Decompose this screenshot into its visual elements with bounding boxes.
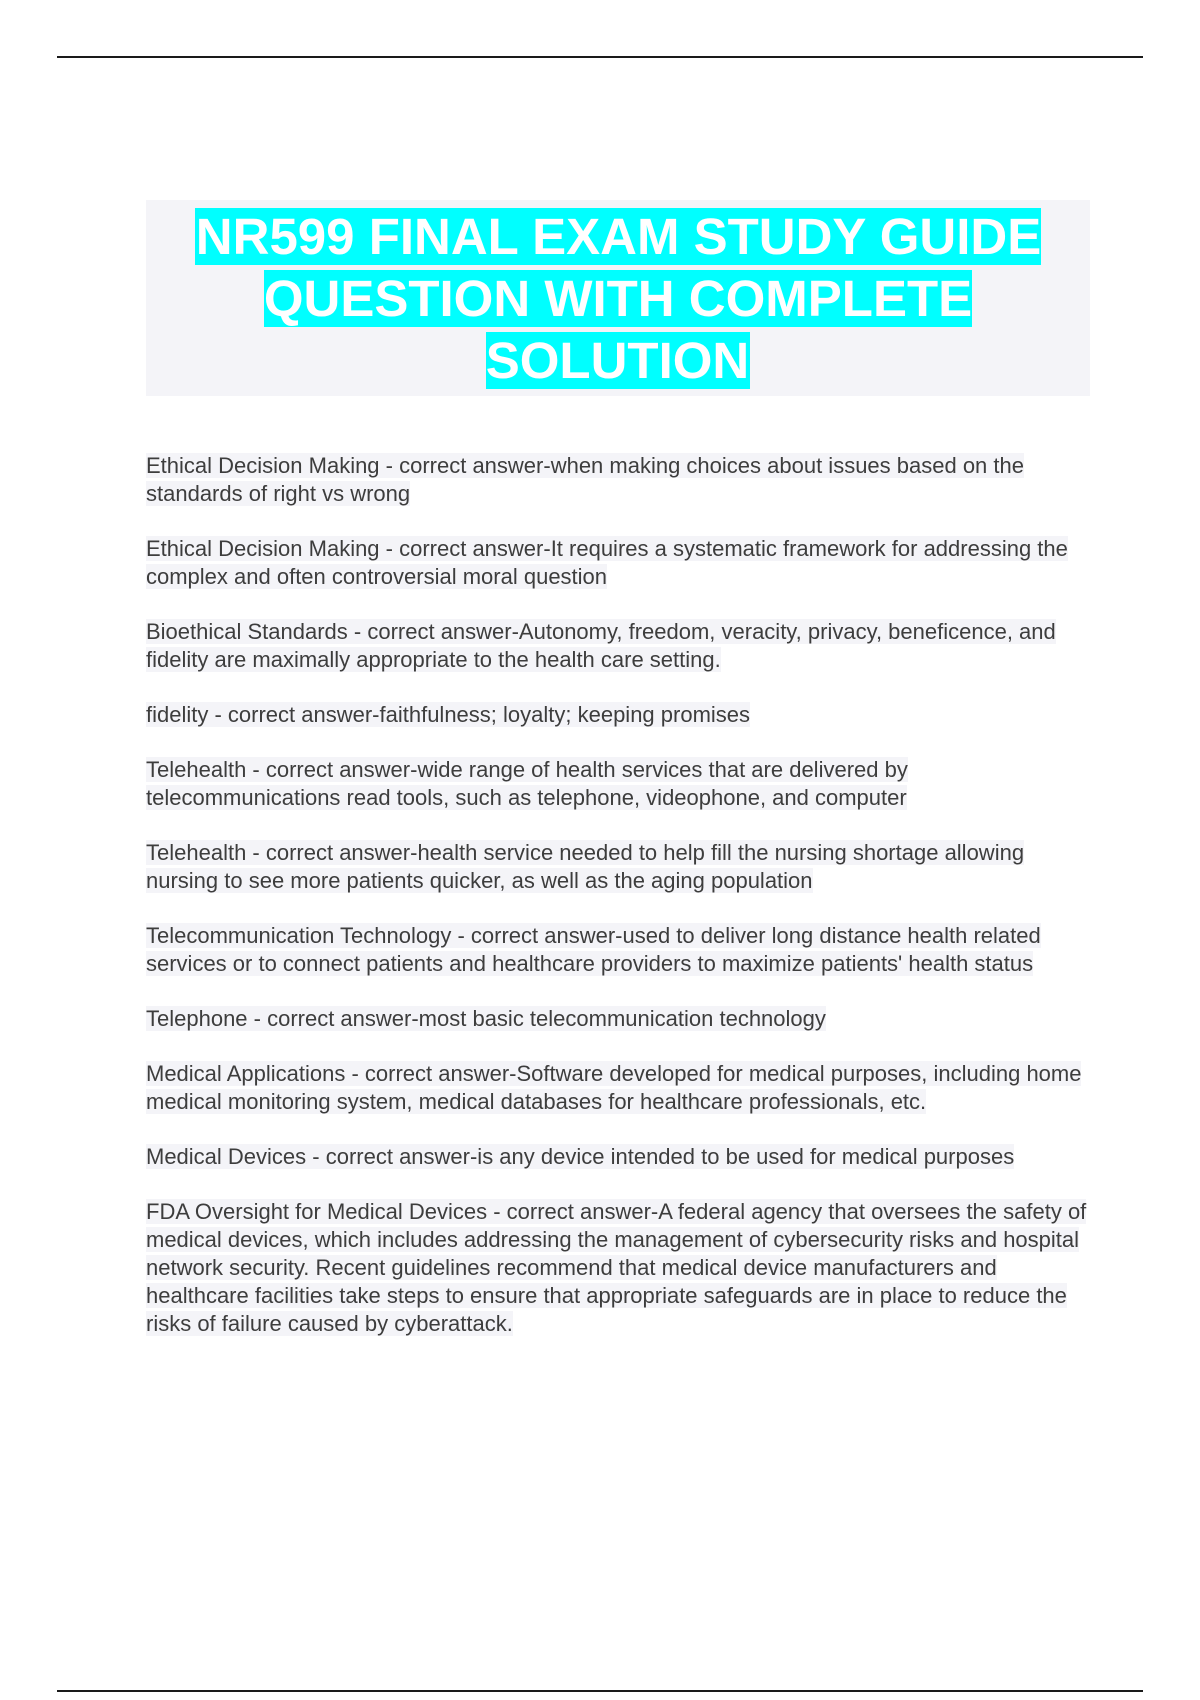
entry-item: fidelity - correct answer-faithfulness; loyalty; keeping promises xyxy=(146,702,751,727)
title-block xyxy=(146,200,1090,396)
top-rule xyxy=(57,56,1143,58)
entry-item: Telehealth - correct answer-health service needed to help fill the nursing shortage allowing nursing to see more patients quicker, as well as the aging population xyxy=(146,840,1025,893)
document-title-text: NR599 FINAL EXAM STUDY GUIDE QUESTION WITH COMPLETE SOLUTION xyxy=(195,208,1042,389)
entry-item: Telephone - correct answer-most basic telecommunication technology xyxy=(146,1006,826,1031)
entry-item: Telecommunication Technology - correct answer-used to deliver long distance health related services or to connect patients and healthcare providers to maximize patients' health status xyxy=(146,923,1041,976)
document-title xyxy=(146,200,1090,392)
bottom-rule xyxy=(57,1690,1143,1692)
entry-item: Medical Applications - correct answer-Software developed for medical purposes, including home medical monitoring system, medical databases for healthcare professionals, etc. xyxy=(146,1061,1082,1114)
entry-item: Telehealth - correct answer-wide range of health services that are delivered by telecommunications read tools, such as telephone, videophone, and computer xyxy=(146,757,908,810)
entry-item: Bioethical Standards - correct answer-Autonomy, freedom, veracity, privacy, beneficence, and fidelity are maximally appropriate to the health care setting. xyxy=(146,619,1056,672)
entry-item: Medical Devices - correct answer-is any device intended to be used for medical purposes xyxy=(146,1144,1015,1169)
entry-item: Ethical Decision Making - correct answer-It requires a systematic framework for addressing the complex and often controversial moral question xyxy=(146,536,1068,589)
entry-list xyxy=(146,452,1090,1365)
entry-item: FDA Oversight for Medical Devices - correct answer-A federal agency that oversees the safety of medical devices, which includes addressing the management of cybersecurity risks and hospital network security. Recent guidelines recommend that medical device manufacturers and healthcare facilities take steps to ensure that appropriate safeguards are in place to reduce the risks of failure caused by cyberattack. xyxy=(146,1199,1087,1336)
entry-item: Ethical Decision Making - correct answer-when making choices about issues based on the standards of right vs wrong xyxy=(146,453,1024,506)
